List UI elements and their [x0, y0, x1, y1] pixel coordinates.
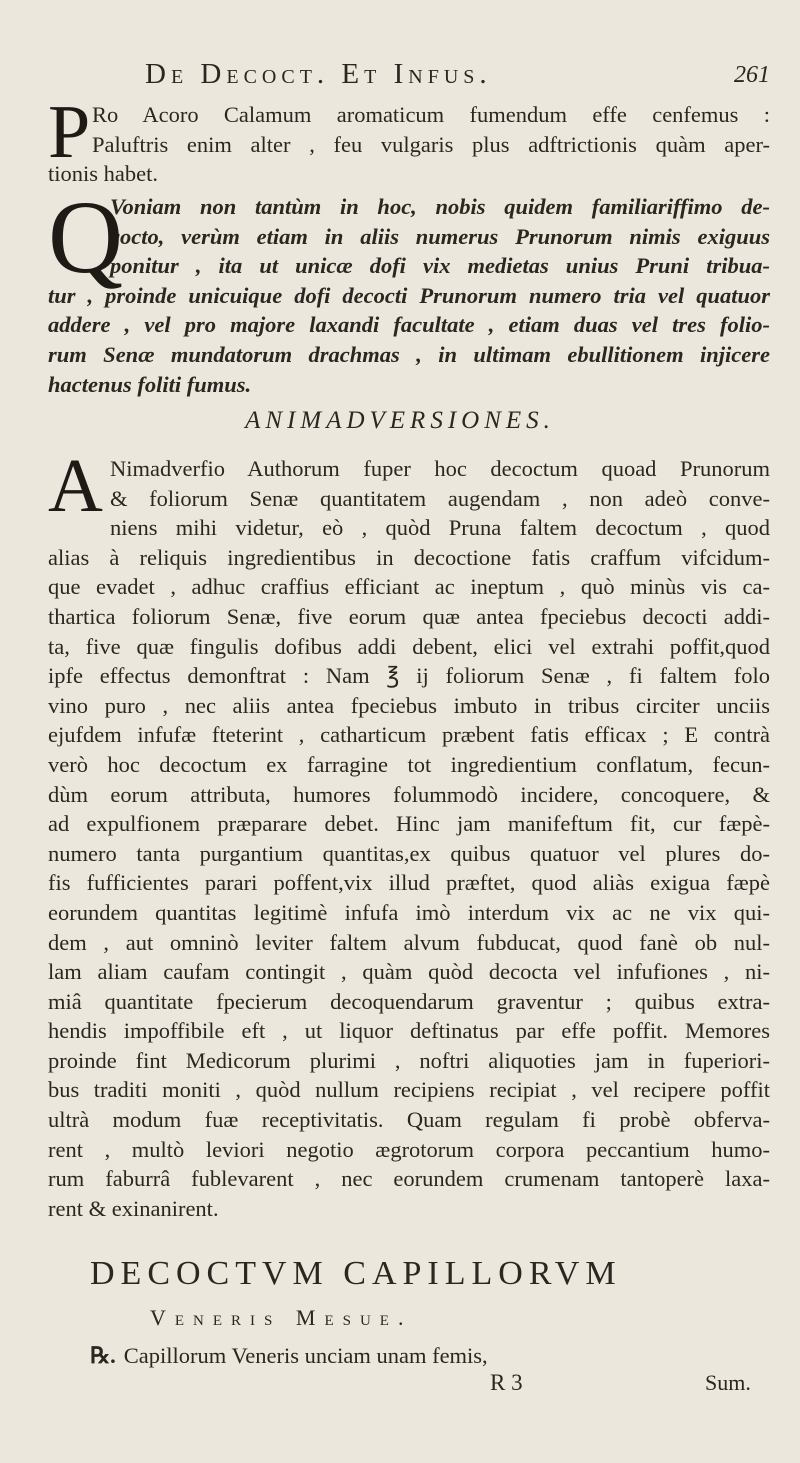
- text-line: ad expulfionem præparare debet. Hinc jam manifeftum fit, cur fæpè-: [48, 811, 770, 837]
- text-line: tur , proinde unicuique dofi decocti Prunorum numero tria vel quatuor: [48, 282, 770, 308]
- text-line: ponitur , ita ut unicæ dofi vix medietas unius Pruni tribua-: [110, 253, 770, 279]
- text-line: numero tanta purgantium quantitas,ex quibus quatuor vel plures do-: [48, 840, 770, 866]
- quoniam-paragraph: [48, 180, 770, 399]
- intro-paragraph: [48, 90, 770, 189]
- page-header: [0, 58, 800, 98]
- text-line: que evadet , adhuc craffius efficiant ac ineptum , quò minùs vis ca-: [48, 574, 770, 600]
- text-line: hactenus foliti fumus.: [48, 371, 252, 397]
- ingredient-text: Capillorum Veneris unciam unam femis,: [123, 1343, 488, 1368]
- text-line: dem , aut omninò leviter faltem alvum fubducat, quod fanè ob nul-: [48, 929, 770, 955]
- text-line: fis fufficientes parari poffent,vix illud præftet, quod aliàs exigua fæpè: [48, 870, 770, 896]
- text-line: dùm eorum attributa, humores folummodò incidere, concoquere, &: [48, 781, 770, 807]
- animadversiones-paragraph: [48, 444, 770, 1223]
- text-line: tionis habet.: [48, 161, 158, 187]
- recipe-title: DECOCTVM CAPILLORVM: [90, 1255, 622, 1292]
- text-line: addere , vel pro majore laxandi facultate , etiam duas vel tres folio-: [48, 312, 770, 338]
- section-heading: ANIMADVERSIONES.: [245, 407, 555, 434]
- text-line: rent , multò leviori negotio ægrotorum corpora peccantium humo-: [48, 1136, 770, 1162]
- text-line: ipfe effectus demonftrat : Nam ℥ ij foliorum Senæ , fi faltem folo: [48, 663, 770, 689]
- text-line: cocto, verùm etiam in aliis numerus Prunorum nimis exiguus: [110, 223, 770, 249]
- text-line: vino puro , nec aliis antea fpeciebus imbuto in tribus circiter unciis: [48, 692, 770, 718]
- dropcap-p: P: [48, 90, 91, 174]
- text-line: thartica foliorum Senæ, five eorum quæ antea fpeciebus decocti addi-: [48, 603, 770, 629]
- text-line: hendis impoffibile eft , ut liquor deftinatus par effe poffit. Memores: [48, 1018, 770, 1044]
- text-line: rum faburrâ fublevarent , nec eorundem crumenam tantoperè laxa-: [48, 1166, 770, 1192]
- text-line: ultrà modum fuæ receptivitatis. Quam regulam fi probè obferva-: [48, 1107, 770, 1133]
- signature-mark: R 3: [490, 1370, 523, 1395]
- text-line: ejufdem infufæ fteterint , catharticum præbent fatis efficax ; E contrà: [48, 722, 770, 748]
- catchword: Sum.: [705, 1370, 751, 1395]
- text-line: Paluftris enim alter , feu vulgaris plus adftrictionis quàm aper-: [92, 131, 770, 157]
- text-line: rent & exinanirent.: [48, 1195, 219, 1221]
- text-line: & foliorum Senæ quantitatem augendam , non adeò conve-: [110, 485, 770, 511]
- running-title: De Decoct. Et Infus.: [145, 58, 492, 90]
- recipe-subtitle: Veneris Mesue.: [150, 1305, 413, 1330]
- text-line: ta, five quæ fingulis dofibus addi debent, elici vel extrahi poffit,quod: [48, 633, 770, 659]
- rx-icon: ℞.: [90, 1343, 116, 1368]
- text-line: Nimadverfio Authorum fuper hoc decoctum quoad Prunorum: [110, 456, 770, 481]
- text-line: lam aliam caufam contingit , quàm quòd decocta vel infufiones , ni-: [48, 959, 770, 985]
- text-line: verò hoc decoctum ex farragine tot ingredientium conflatum, fecun-: [48, 751, 770, 777]
- text-line: bus traditi moniti , quòd nullum recipiens recipiat , vel recipere poffit: [48, 1077, 770, 1103]
- text-line: miâ quantitate fpecierum decoquendarum graventur ; quibus extra-: [48, 988, 770, 1014]
- text-line: alias à reliquis ingredientibus in decoctione fatis craffum vifcidum-: [48, 544, 770, 570]
- text-line: eorundem quantitas legitimè infufa imò interdum vix ac ne vix qui-: [48, 899, 770, 925]
- text-line: Voniam non tantùm in hoc, nobis quidem familiariffimo de-: [110, 194, 770, 219]
- recipe-ingredient: [90, 1343, 488, 1369]
- dropcap-a: A: [48, 444, 103, 528]
- text-line: niens mihi videtur, eò , quòd Pruna faltem decoctum , quod: [110, 515, 770, 541]
- page-number: 261: [734, 62, 770, 88]
- text-line: Ro Acoro Calamum aromaticum fumendum effe cenfemus :: [92, 102, 770, 127]
- text-line: rum Senæ mundatorum drachmas , in ultimam ebullitionem injicere: [48, 341, 770, 367]
- text-line: proinde fint Medicorum plurimi , noftri aliquoties jam in fuperiori-: [48, 1047, 770, 1073]
- dropcap-q: Q: [48, 180, 124, 295]
